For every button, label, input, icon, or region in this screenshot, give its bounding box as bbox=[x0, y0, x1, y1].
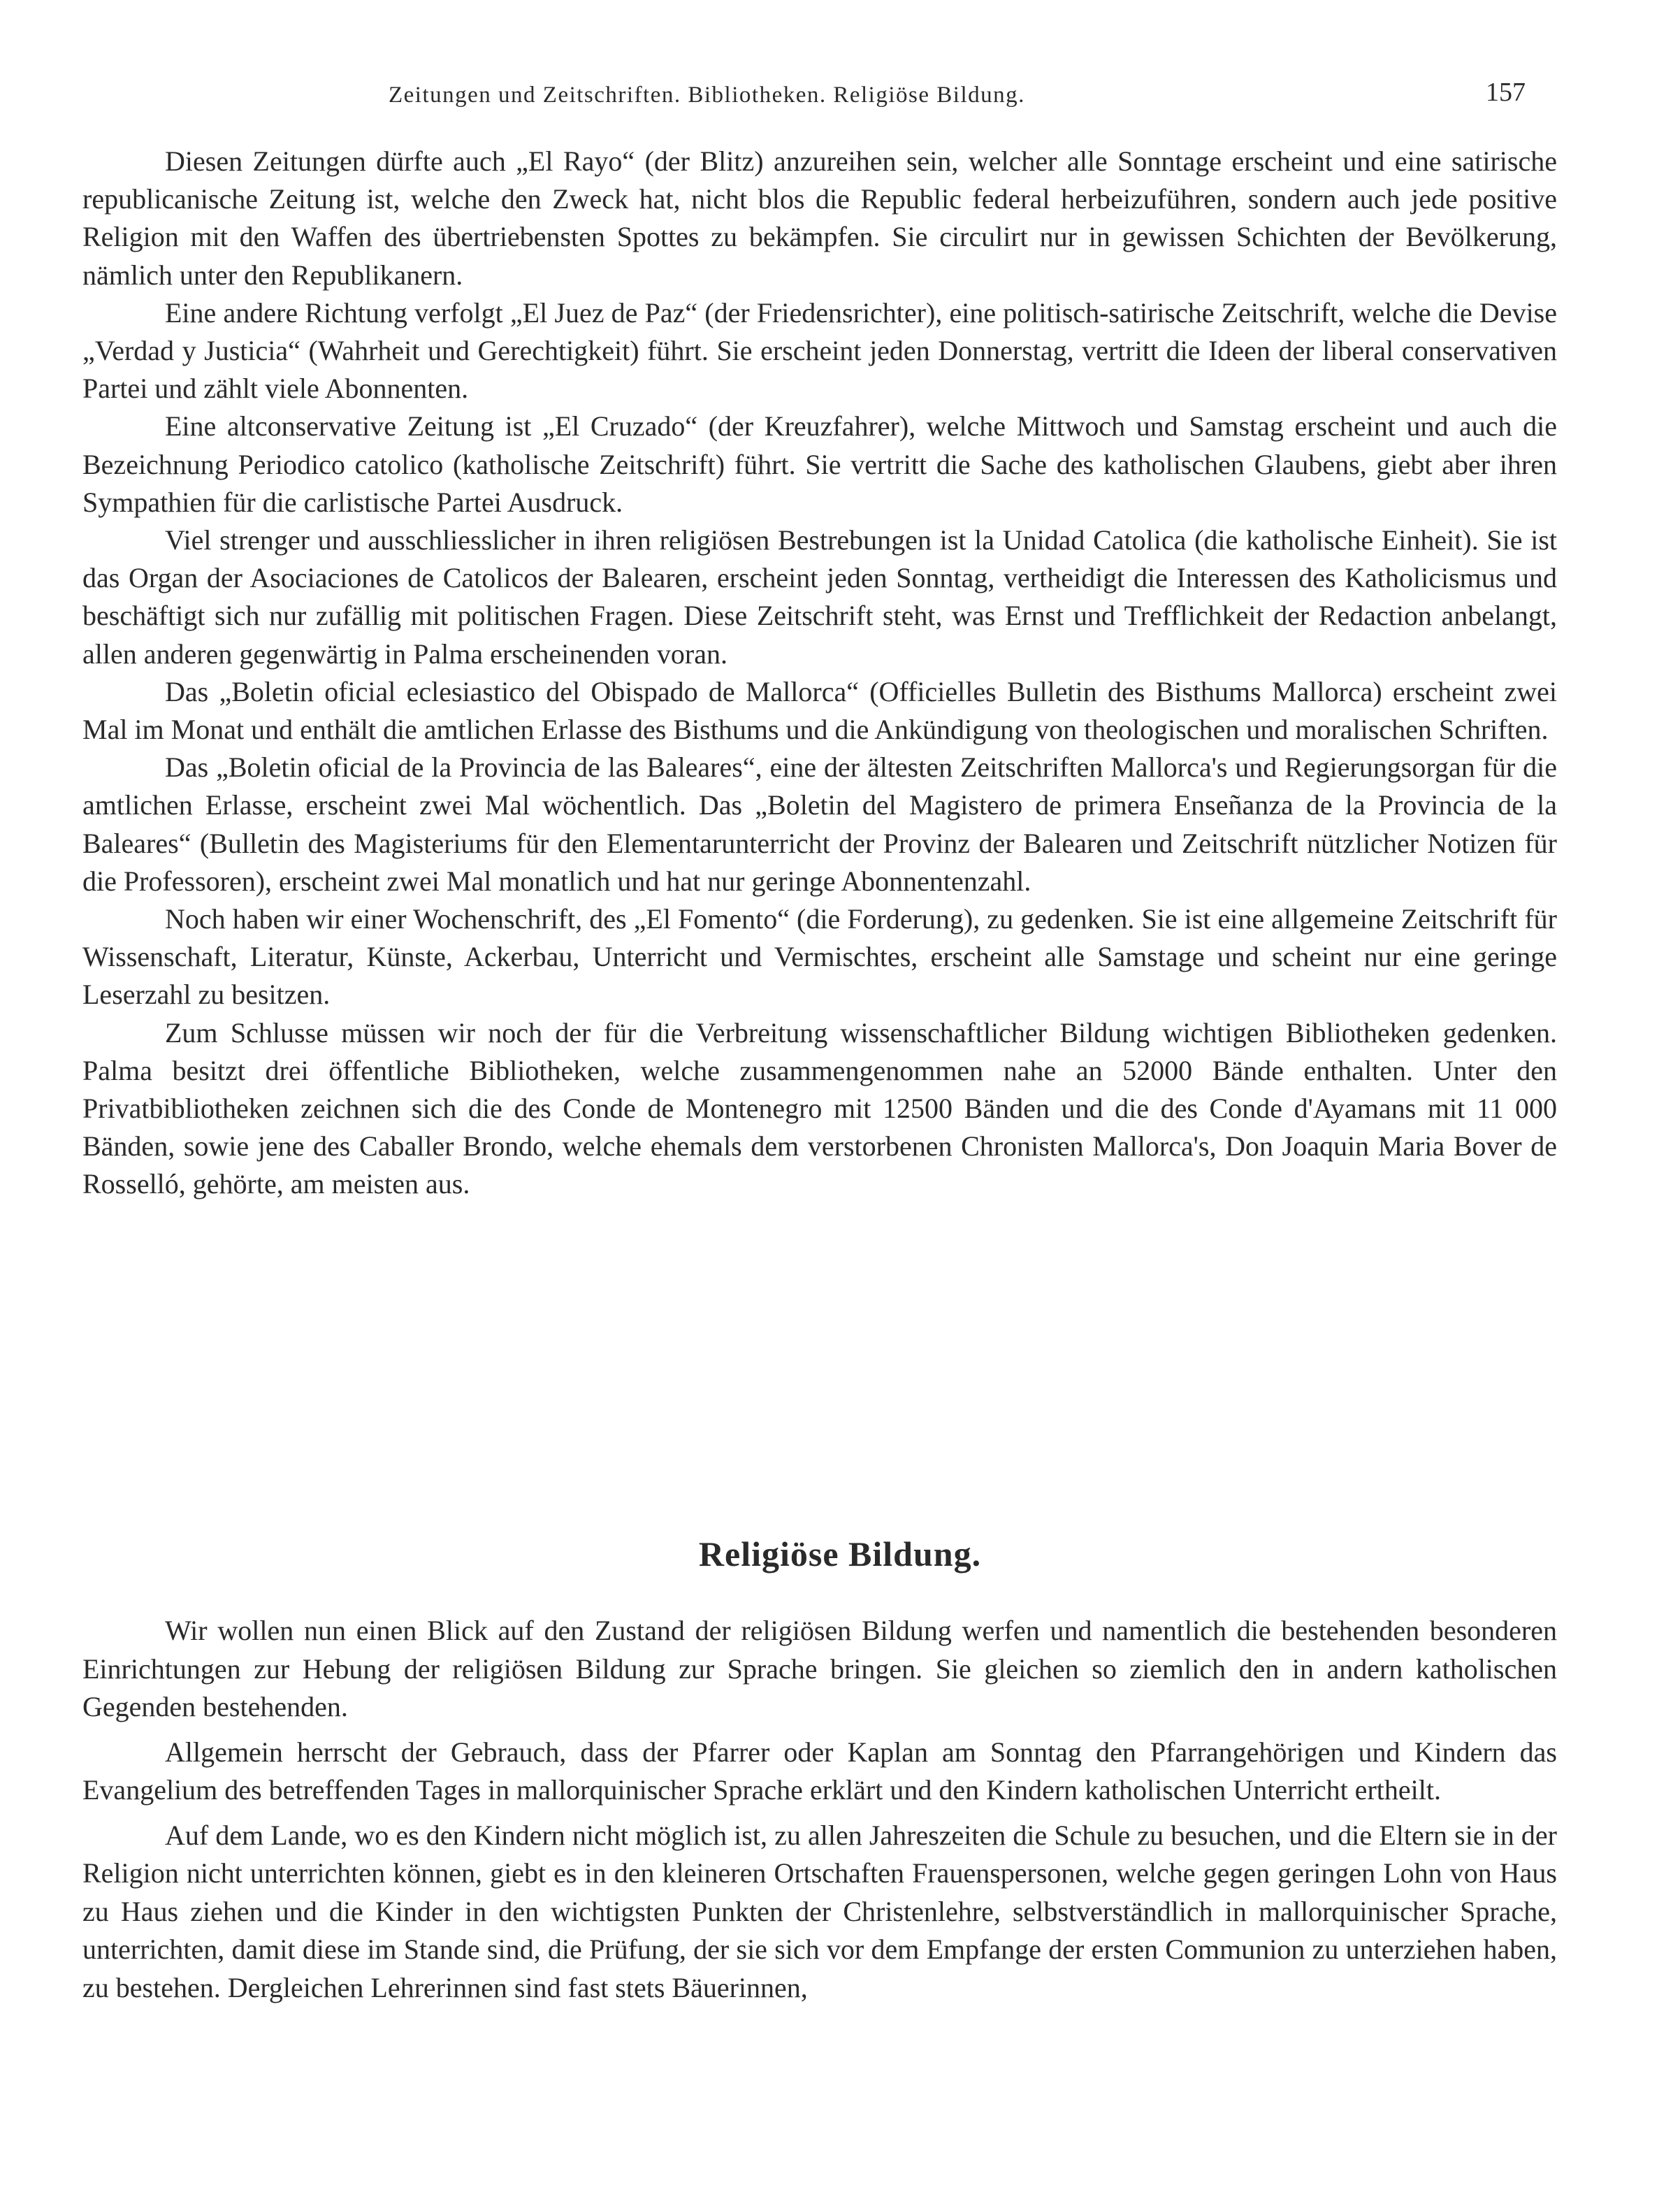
paragraph: Eine andere Richtung verfolgt „El Juez de Paz“ (der Friedensrichter), eine politisch-satirische Zeitschrift, welche die Devise „Verdad y Justicia“ (Wahrheit und Gerechtigkeit) führt. Sie erscheint jeden Donnerstag, vertritt die Ideen der liberal conservativen Partei und zählt viele Abonnenten. bbox=[82, 296, 1557, 405]
running-head: Zeitungen und Zeitschriften. Bibliotheken. Religiöse Bildung. bbox=[389, 82, 1025, 108]
paragraph: Auf dem Lande, wo es den Kindern nicht möglich ist, zu allen Jahreszeiten die Schule zu besuchen, und die Eltern sie in der Religion nicht unterrichten können, giebt es in den kleineren Ortschaften Frauenspersonen, welche gegen geringen Lohn von Haus zu Haus ziehen und die Kinder in den wichtigsten Punkten der Christenlehre, selbstverständlich in mallorquinischer Sprache, unterrichten, damit diese im Stande sind, die Prüfung, der sie sich vor dem Empfange der ersten Communion zu unterziehen haben, zu bestehen. Dergleichen Lehrerinnen sind fast stets Bäuerinnen, bbox=[82, 1819, 1557, 2003]
paragraph: Diesen Zeitungen dürfte auch „El Rayo“ (der Blitz) anzureihen sein, welcher alle Sonntage erscheint und eine satirische republicanische Zeitung ist, welche den Zweck hat, nicht blos die Republic federal herbeizuführen, sondern auch jede positive Religion mit den Waffen des übertriebensten Spottes zu bekämpfen. Sie circulirt nur in gewissen Schichten der Bevölkerung, nämlich unter den Republikanern. bbox=[82, 145, 1557, 291]
paragraph: Viel strenger und ausschliesslicher in ihren religiösen Bestrebungen ist la Unidad Catolica (die katholische Einheit). Sie ist das Organ der Asociaciones de Catolicos der Balearen, erscheint jeden Sonntag, vertheidigt die Interessen des Katholicismus und beschäftigt sich nur zufällig mit politischen Fragen. Diese Zeitschrift steht, was Ernst und Trefflichkeit der Redaction anbelangt, allen anderen gegenwärtig in Palma erscheinenden voran. bbox=[82, 524, 1557, 670]
section-religious-education bbox=[82, 1612, 1557, 2014]
page-number: 157 bbox=[1486, 78, 1526, 107]
paragraph: Das „Boletin oficial eclesiastico del Obispado de Mallorca“ (Officielles Bulletin des Bisthums Mallorca) erscheint zwei Mal im Monat und enthält die amtlichen Erlasse des Bisthums und die Ankündigung von theologischen und moralischen Schriften. bbox=[82, 675, 1557, 746]
paragraph: Eine altconservative Zeitung ist „El Cruzado“ (der Kreuzfahrer), welche Mittwoch und Samstag erscheint und auch die Bezeichnung Periodico catolico (katholische Zeitschrift) führt. Sie vertritt die Sache des katholischen Glaubens, giebt aber ihren Sympathien für die carlistische Partei Ausdruck. bbox=[82, 410, 1557, 518]
paragraph: Zum Schlusse müssen wir noch der für die Verbreitung wissenschaftlicher Bildung wichtigen Bibliotheken gedenken. Palma besitzt drei öffentliche Bibliotheken, welche zusammengenommen nahe an 52000 Bände enthalten. Unter den Privatbibliotheken zeichnen sich die des Conde de Montenegro mit 12500 Bänden und die des Conde d'Ayamans mit 11 000 Bänden, sowie jene des Caballer Brondo, welche ehemals dem verstorbenen Chronisten Mallorca's, Don Joaquin Maria Bover de Rosselló, gehörte, am meisten aus. bbox=[82, 1016, 1557, 1200]
paragraph: Noch haben wir einer Wochenschrift, des „El Fomento“ (die Forderung), zu gedenken. Sie ist eine allgemeine Zeitschrift für Wissenschaft, Literatur, Künste, Ackerbau, Unterricht und Vermischtes, erscheint alle Samstage und scheint nur eine geringe Leserzahl zu besitzen. bbox=[82, 903, 1557, 1011]
paragraph: Das „Boletin oficial de la Provincia de las Baleares“, eine der ältesten Zeitschriften Mallorca's und Regierungsorgan für die amtlichen Erlasse, erscheint zwei Mal wöchentlich. Das „Boletin del Magistero de primera Enseñanza de la Provincia de la Baleares“ (Bulletin des Magisteriums für den Elementarunterricht der Provinz der Balearen und Zeitschrift nützlicher Notizen für die Professoren), erscheint zwei Mal monatlich und hat nur geringe Abonnentenzahl. bbox=[82, 751, 1557, 897]
paragraph: Allgemein herrscht der Gebrauch, dass der Pfarrer oder Kaplan am Sonntag den Pfarrangehörigen und Kindern das Evangelium des betreffenden Tages in mallorquinischer Sprache erklärt und den Kindern katholischen Unterricht ertheilt. bbox=[82, 1736, 1557, 1806]
paragraph: Wir wollen nun einen Blick auf den Zustand der religiösen Bildung werfen und namentlich die bestehenden besonderen Einrichtungen zur Hebung der religiösen Bildung zur Sprache bringen. Sie gleichen so ziemlich den in andern katholischen Gegenden bestehenden. bbox=[82, 1615, 1557, 1722]
section-newspapers-libraries bbox=[82, 143, 1557, 1204]
section-heading: Religiöse Bildung. bbox=[698, 1534, 982, 1573]
